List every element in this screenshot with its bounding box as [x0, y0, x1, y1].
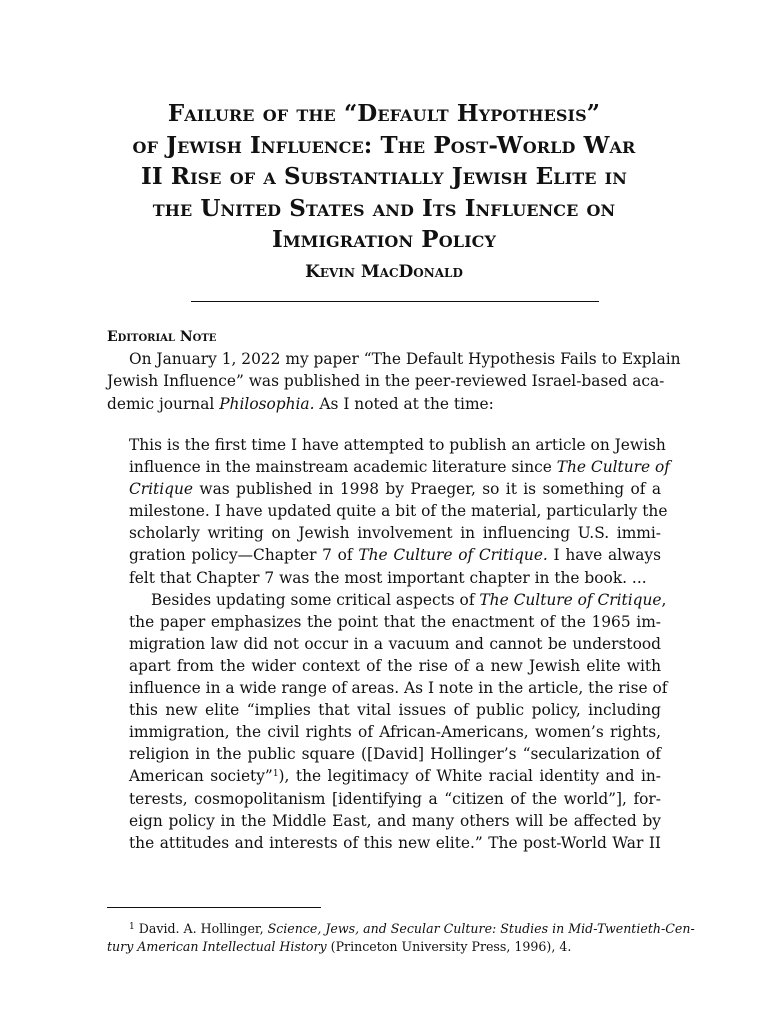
- text-line: terests, cosmopolitanism [identifying a “citizen of the world”], for-: [129, 789, 661, 808]
- text-line: migration law did not occur in a vacuum and cannot be understood: [129, 634, 661, 653]
- text-line: this new elite “implies that vital issues of public policy, including: [129, 701, 661, 720]
- title-line: Failure of the “Default Hypothesis”: [167, 100, 601, 127]
- text-line: $^1$ David. A. Hollinger, Science, Jews, and Secular Culture: Studies in Mid-Twentieth-Cen-: [129, 921, 695, 936]
- book-title: The Culture of: [556, 458, 670, 477]
- text-line: This is the first time I have attempted to publish an article on Jewish: [129, 436, 666, 454]
- article-title: [96, 98, 672, 256]
- book-title: Science, Jews, and Secular Culture: Studies in Mid-Twentieth-Cen-: [267, 921, 695, 936]
- footnote: [107, 918, 695, 956]
- intro-paragraph: [107, 348, 681, 415]
- text-line: influence in a wide range of areas. As I note in the article, the rise of: [129, 679, 668, 698]
- text-line: milestone. I have updated quite a bit of the material, particularly the: [129, 502, 668, 521]
- text-line: Critique was published in 1998 by Praeger, so it is something of a: [129, 480, 661, 499]
- text-line: Besides updating some critical aspects of The Culture of Critique,: [151, 590, 667, 609]
- text-line: Jewish Influence” was published in the peer-reviewed Israel-based aca-: [107, 372, 665, 391]
- title-line: Immigration Policy: [271, 226, 497, 253]
- text-line: immigration, the civil rights of African-Americans, women’s rights,: [129, 723, 661, 742]
- text-line: scholarly writing on Jewish involvement in influencing U.S. immi-: [129, 524, 661, 543]
- title-line: II Rise of a Substantially Jewish Elite in: [141, 163, 627, 190]
- text-line: religion in the public square ([David] Hollinger’s “secularization of: [129, 745, 661, 764]
- text-line: the attitudes and interests of this new elite.” The post-World War II: [129, 833, 661, 852]
- text-line: gration policy—Chapter 7 of The Culture of Critique. I have always: [129, 546, 661, 565]
- book-title: Critique: [129, 480, 194, 499]
- footnote-reference[interactable]: 1: [272, 769, 279, 780]
- title-line: of Jewish Influence: The Post-World War: [132, 131, 636, 159]
- text-line: American society”$^1$), the legitimacy of White racial identity and in-: [129, 767, 661, 786]
- book-title: The Culture of Critique: [479, 590, 662, 609]
- journal-name: Philosophia.: [219, 394, 315, 413]
- text-line: felt that Chapter 7 was the most important chapter in the book. ...: [129, 568, 647, 587]
- book-title: tury American Intellectual History: [107, 939, 327, 954]
- text-line: demic journal Philosophia. As I noted at the time:: [107, 394, 494, 413]
- footnote-divider: [107, 907, 321, 908]
- title-divider: [191, 301, 599, 302]
- book-title: The Culture of Critique.: [358, 546, 548, 565]
- block-quote: [129, 434, 670, 854]
- text-line: influence in the mainstream academic literature since The Culture of: [129, 458, 670, 477]
- author-name: Kevin MacDonald: [305, 262, 463, 282]
- text-line: apart from the wider context of the rise of a new Jewish elite with: [129, 656, 661, 675]
- text-line: the paper emphasizes the point that the enactment of the 1965 im-: [129, 612, 661, 631]
- text-line: tury American Intellectual History (Princeton University Press, 1996), 4.: [107, 939, 572, 954]
- section-heading: Editorial Note: [107, 329, 217, 345]
- footnote-number: 1: [129, 922, 135, 932]
- text-line: eign policy in the Middle East, and many others will be affected by: [129, 811, 661, 830]
- title-line: the United States and Its Influence on: [152, 194, 616, 222]
- text-line: On January 1, 2022 my paper “The Default Hypothesis Fails to Explain: [129, 350, 681, 368]
